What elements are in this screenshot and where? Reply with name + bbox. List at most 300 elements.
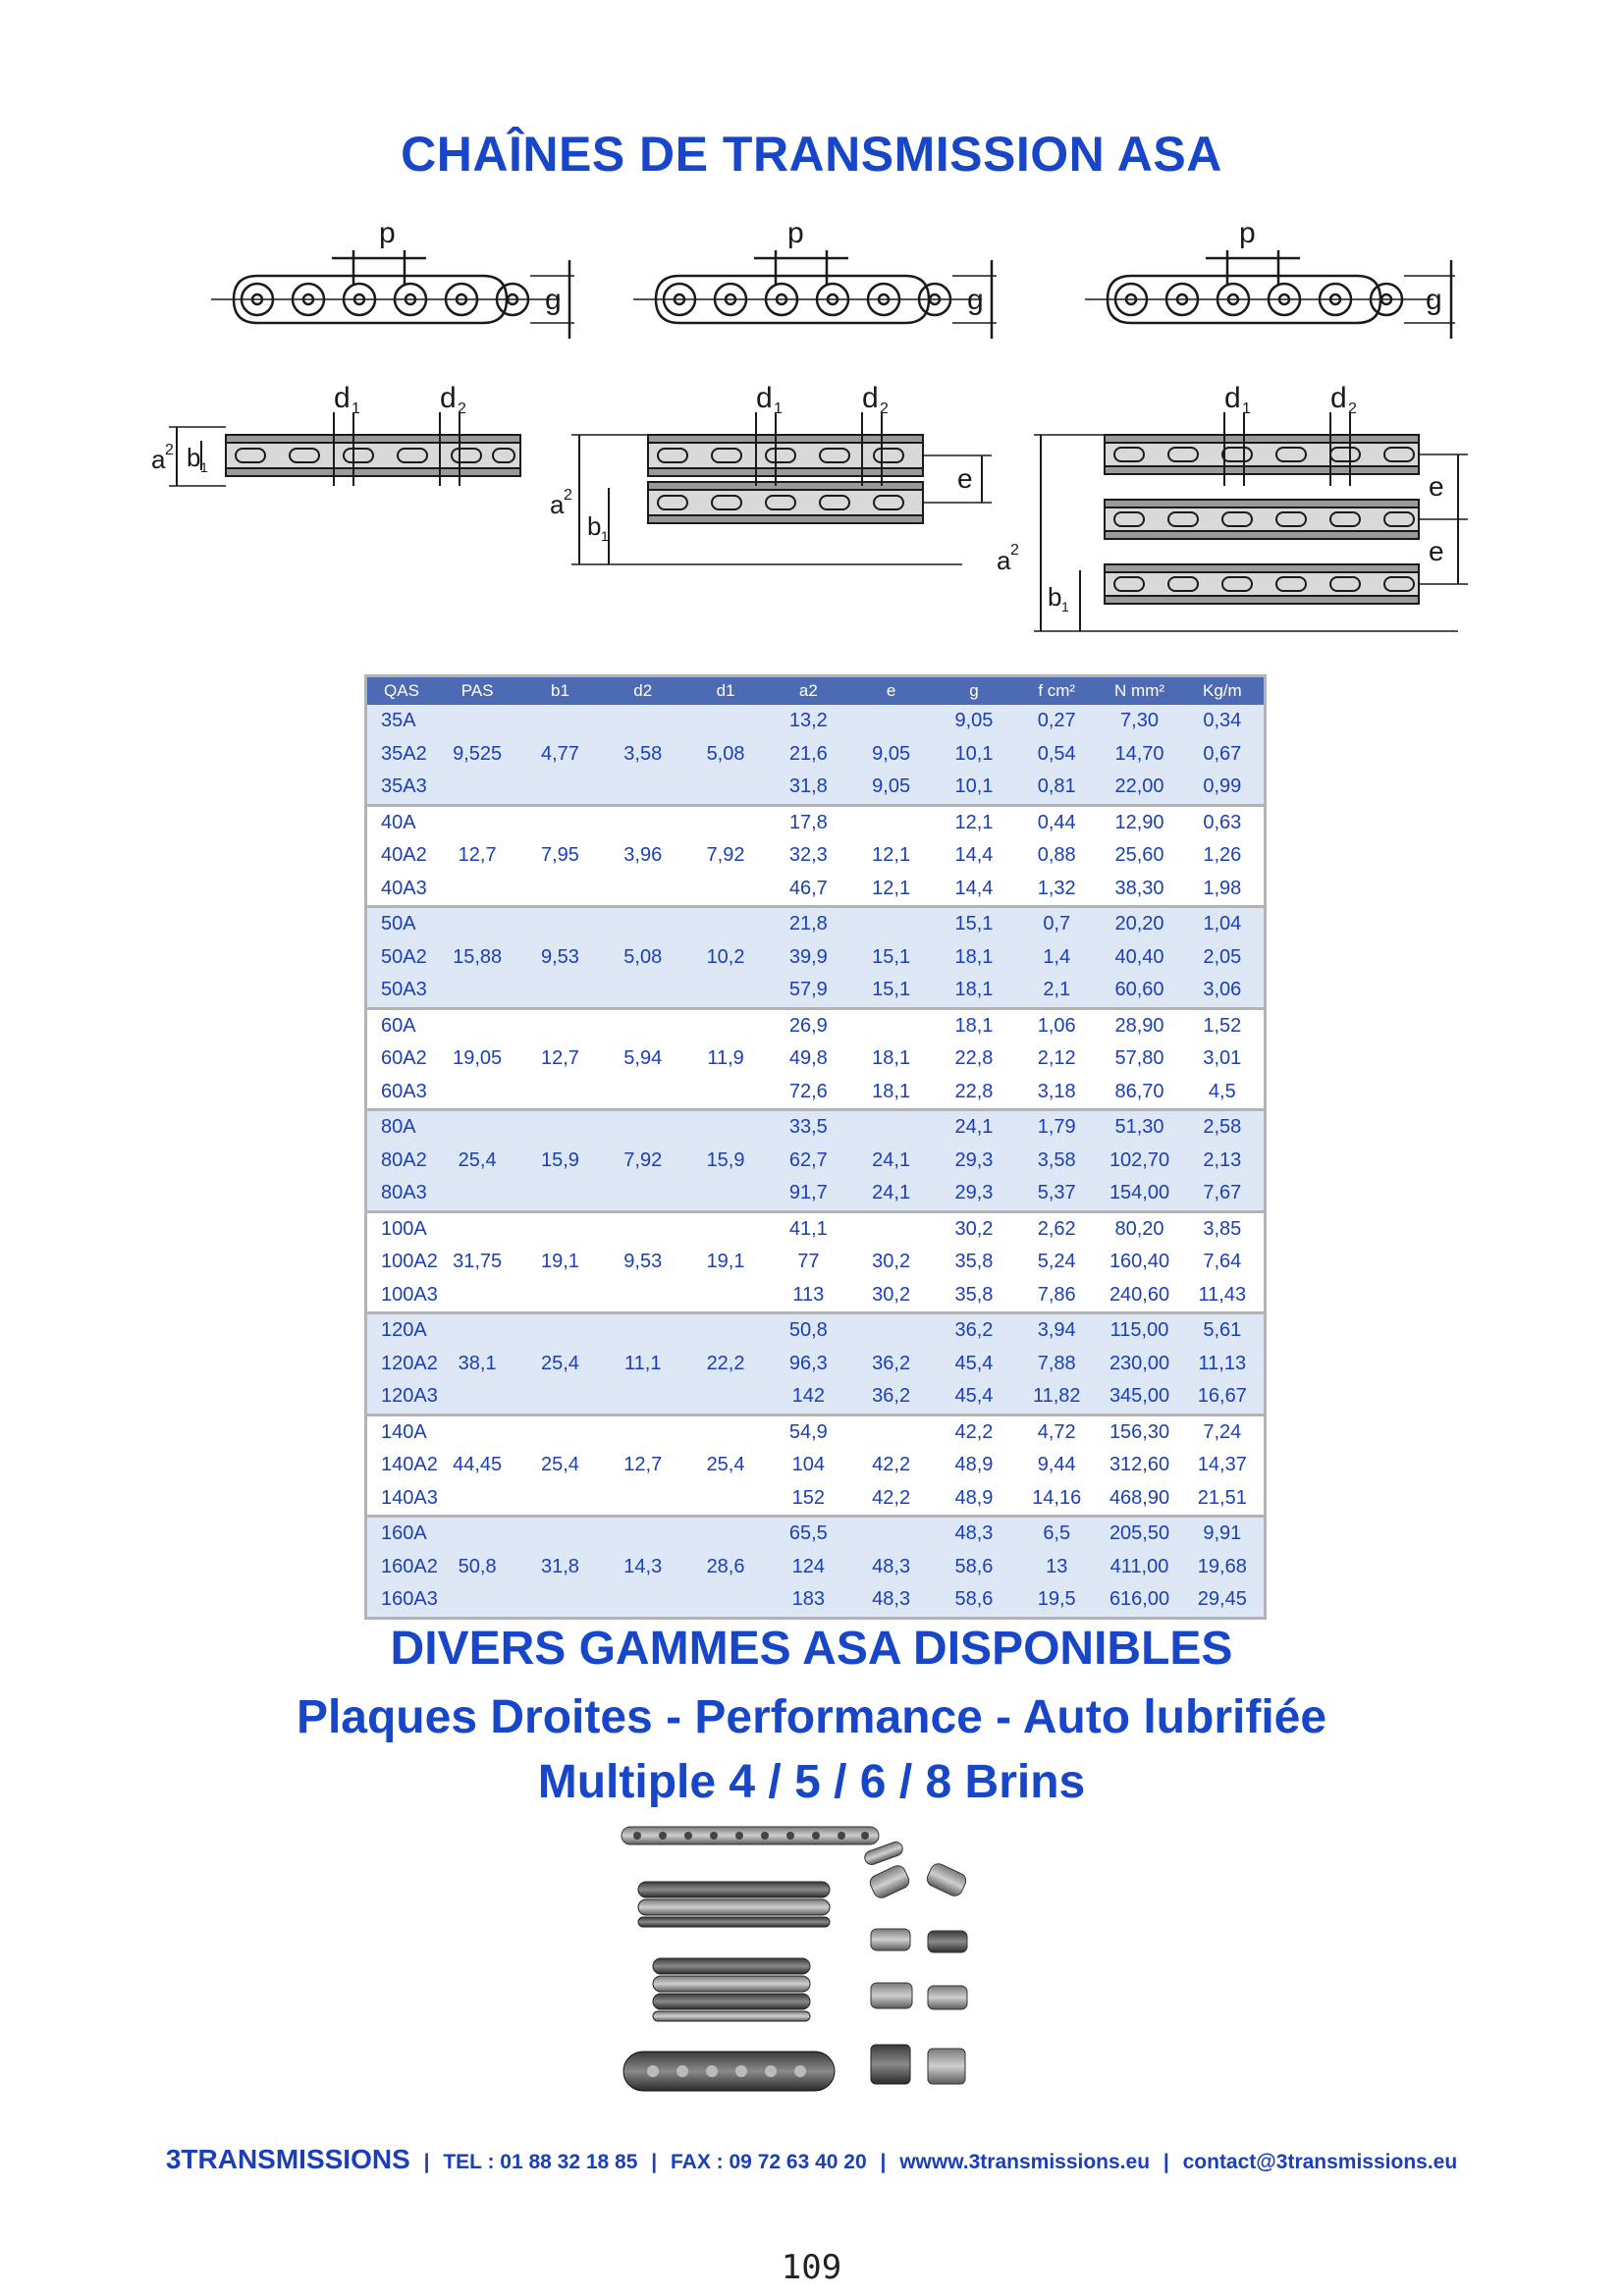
footer-separator: | xyxy=(651,2151,658,2173)
cell-qas: 80A2 xyxy=(367,1145,436,1178)
svg-text:a: a xyxy=(550,490,565,519)
table-cell xyxy=(684,1380,767,1415)
header-cell: f cm² xyxy=(1015,677,1098,705)
table-cell xyxy=(602,1211,684,1246)
cell-qas: 120A3 xyxy=(367,1380,436,1415)
table-row xyxy=(367,839,1264,873)
table-cell xyxy=(684,805,767,839)
table-cell: 46,7 xyxy=(767,873,849,907)
table-cell: 3,58 xyxy=(602,738,684,772)
table-cell xyxy=(849,805,932,839)
table-cell: 468,90 xyxy=(1098,1482,1180,1517)
footer-email-link[interactable]: contact@3transmissions.eu xyxy=(1182,2151,1458,2173)
table-cell xyxy=(518,1517,601,1551)
table-cell: 17,8 xyxy=(767,805,849,839)
table-row xyxy=(367,1211,1264,1246)
table-cell: 18,1 xyxy=(933,974,1015,1008)
table-cell: 15,9 xyxy=(518,1145,601,1178)
table-cell: 15,1 xyxy=(933,907,1015,941)
table-cell xyxy=(518,1583,601,1617)
table-row xyxy=(367,1449,1264,1482)
cell-qas: 160A xyxy=(367,1517,436,1551)
svg-text:1: 1 xyxy=(200,459,208,475)
table-cell: 1,79 xyxy=(1015,1110,1098,1145)
cell-qas: 140A xyxy=(367,1415,436,1449)
table-cell: 9,525 xyxy=(436,738,518,772)
table-cell: 19,1 xyxy=(518,1246,601,1279)
table-cell: 11,82 xyxy=(1015,1380,1098,1415)
chain-top-view-simplex xyxy=(147,378,560,525)
table-cell: 2,1 xyxy=(1015,974,1098,1008)
table-cell: 3,18 xyxy=(1015,1076,1098,1110)
table-cell xyxy=(849,1110,932,1145)
table-cell: 12,7 xyxy=(436,839,518,873)
table-cell: 115,00 xyxy=(1098,1313,1180,1348)
table-cell: 25,60 xyxy=(1098,839,1180,873)
table-cell: 57,80 xyxy=(1098,1042,1180,1076)
page-number: 109 xyxy=(781,2248,842,2287)
table-cell: 18,1 xyxy=(933,941,1015,975)
header-cell: e xyxy=(849,677,932,705)
table-cell: 10,2 xyxy=(684,941,767,975)
footer-brand: 3TRANSMISSIONS xyxy=(165,2144,410,2174)
table-cell: 26,9 xyxy=(767,1008,849,1042)
header-cell: Kg/m xyxy=(1181,677,1264,705)
table-cell: 22,8 xyxy=(933,1042,1015,1076)
svg-text:p: p xyxy=(787,217,804,249)
table-cell xyxy=(436,1211,518,1246)
table-cell xyxy=(518,1482,601,1517)
table-cell: 152 xyxy=(767,1482,849,1517)
table-cell: 205,50 xyxy=(1098,1517,1180,1551)
header-cell: b1 xyxy=(518,677,601,705)
footer-contact xyxy=(0,2144,1623,2175)
cell-qas: 35A3 xyxy=(367,771,436,805)
table-cell xyxy=(602,805,684,839)
table-cell: 7,95 xyxy=(518,839,601,873)
svg-text:d: d xyxy=(334,382,351,414)
table-row xyxy=(367,1246,1264,1279)
table-cell: 1,06 xyxy=(1015,1008,1098,1042)
table-cell: 0,27 xyxy=(1015,705,1098,738)
svg-text:e: e xyxy=(957,463,973,494)
svg-text:2: 2 xyxy=(165,442,174,458)
svg-text:d: d xyxy=(1224,382,1241,414)
table-cell: 72,6 xyxy=(767,1076,849,1110)
spec-table-container xyxy=(364,674,1267,1620)
table-cell xyxy=(602,1279,684,1313)
table-cell: 9,05 xyxy=(849,771,932,805)
table-cell: 1,98 xyxy=(1181,873,1264,907)
table-cell: 51,30 xyxy=(1098,1110,1180,1145)
table-cell: 96,3 xyxy=(767,1348,849,1381)
table-cell: 38,30 xyxy=(1098,873,1180,907)
table-cell xyxy=(849,1415,932,1449)
table-cell: 15,9 xyxy=(684,1145,767,1178)
table-row xyxy=(367,805,1264,839)
table-cell: 1,52 xyxy=(1181,1008,1264,1042)
svg-text:d: d xyxy=(862,382,879,414)
table-cell xyxy=(436,805,518,839)
table-cell: 2,05 xyxy=(1181,941,1264,975)
table-cell: 54,9 xyxy=(767,1415,849,1449)
table-cell: 7,88 xyxy=(1015,1348,1098,1381)
table-cell: 29,3 xyxy=(933,1145,1015,1178)
table-cell: 7,24 xyxy=(1181,1415,1264,1449)
table-row xyxy=(367,1380,1264,1415)
table-cell xyxy=(684,1482,767,1517)
table-cell: 48,9 xyxy=(933,1449,1015,1482)
table-cell: 5,08 xyxy=(602,941,684,975)
subtitle-range: DIVERS GAMMES ASA DISPONIBLES xyxy=(390,1623,1233,1675)
table-cell: 10,1 xyxy=(933,771,1015,805)
table-cell: 0,88 xyxy=(1015,839,1098,873)
table-cell: 21,51 xyxy=(1181,1482,1264,1517)
table-cell: 25,4 xyxy=(518,1348,601,1381)
table-cell: 49,8 xyxy=(767,1042,849,1076)
table-cell: 48,3 xyxy=(849,1583,932,1617)
table-cell: 22,2 xyxy=(684,1348,767,1381)
table-row-group xyxy=(367,1110,1264,1212)
table-cell: 345,00 xyxy=(1098,1380,1180,1415)
table-cell: 5,08 xyxy=(684,738,767,772)
table-cell xyxy=(684,873,767,907)
table-cell xyxy=(436,1177,518,1211)
table-cell: 9,05 xyxy=(933,705,1015,738)
table-row xyxy=(367,1313,1264,1348)
svg-text:g: g xyxy=(967,284,984,316)
table-cell: 31,75 xyxy=(436,1246,518,1279)
table-cell: 48,3 xyxy=(849,1551,932,1584)
table-cell: 19,5 xyxy=(1015,1583,1098,1617)
table-cell: 1,32 xyxy=(1015,873,1098,907)
table-cell xyxy=(602,1380,684,1415)
cell-qas: 80A xyxy=(367,1110,436,1145)
table-row xyxy=(367,1145,1264,1178)
table-cell: 7,92 xyxy=(602,1145,684,1178)
chain-top-view-duplex xyxy=(550,378,1011,574)
chain-side-view-triplex xyxy=(1080,211,1473,348)
table-cell: 14,3 xyxy=(602,1551,684,1584)
table-cell: 32,3 xyxy=(767,839,849,873)
table-cell xyxy=(684,1008,767,1042)
table-cell: 45,4 xyxy=(933,1348,1015,1381)
table-cell: 0,63 xyxy=(1181,805,1264,839)
table-cell: 9,53 xyxy=(602,1246,684,1279)
table-row xyxy=(367,907,1264,941)
chain-top-view-triplex xyxy=(997,378,1488,643)
table-row xyxy=(367,873,1264,907)
table-cell xyxy=(518,1110,601,1145)
table-cell: 230,00 xyxy=(1098,1348,1180,1381)
table-cell: 11,9 xyxy=(684,1042,767,1076)
svg-text:2: 2 xyxy=(564,487,572,504)
table-cell xyxy=(684,771,767,805)
table-cell: 38,1 xyxy=(436,1348,518,1381)
table-cell xyxy=(602,1008,684,1042)
cell-qas: 140A3 xyxy=(367,1482,436,1517)
table-cell: 86,70 xyxy=(1098,1076,1180,1110)
table-cell xyxy=(684,1517,767,1551)
table-cell xyxy=(436,1110,518,1145)
table-cell: 3,96 xyxy=(602,839,684,873)
cell-qas: 35A2 xyxy=(367,738,436,772)
table-cell xyxy=(436,1583,518,1617)
table-cell: 11,1 xyxy=(602,1348,684,1381)
table-cell xyxy=(684,1110,767,1145)
table-cell: 31,8 xyxy=(767,771,849,805)
table-cell: 24,1 xyxy=(933,1110,1015,1145)
subtitle-multiple: Multiple 4 / 5 / 6 / 8 Brins xyxy=(537,1756,1086,1808)
table-row xyxy=(367,1415,1264,1449)
table-cell: 13 xyxy=(1015,1551,1098,1584)
table-cell: 28,6 xyxy=(684,1551,767,1584)
table-cell: 25,4 xyxy=(518,1449,601,1482)
svg-text:1: 1 xyxy=(352,400,360,417)
footer-separator: | xyxy=(880,2151,887,2173)
cell-qas: 80A3 xyxy=(367,1177,436,1211)
table-cell xyxy=(684,705,767,738)
table-cell xyxy=(684,1211,767,1246)
table-cell: 12,1 xyxy=(849,839,932,873)
cell-qas: 60A3 xyxy=(367,1076,436,1110)
table-cell: 7,92 xyxy=(684,839,767,873)
cell-qas: 160A3 xyxy=(367,1583,436,1617)
subtitle-types: Plaques Droites - Performance - Auto lubrifiée xyxy=(296,1691,1327,1743)
footer-separator: | xyxy=(1163,2151,1169,2173)
table-row xyxy=(367,1042,1264,1076)
table-cell: 30,2 xyxy=(849,1279,932,1313)
table-row xyxy=(367,1348,1264,1381)
table-cell: 7,86 xyxy=(1015,1279,1098,1313)
footer-tel: TEL : 01 88 32 18 85 xyxy=(443,2151,638,2173)
table-cell xyxy=(684,974,767,1008)
table-cell: 7,64 xyxy=(1181,1246,1264,1279)
table-row xyxy=(367,1076,1264,1110)
table-cell xyxy=(684,907,767,941)
table-cell: 16,67 xyxy=(1181,1380,1264,1415)
table-cell: 45,4 xyxy=(933,1380,1015,1415)
table-cell: 7,30 xyxy=(1098,705,1180,738)
cell-qas: 60A2 xyxy=(367,1042,436,1076)
table-cell xyxy=(849,705,932,738)
table-cell xyxy=(518,974,601,1008)
table-cell xyxy=(518,705,601,738)
table-cell xyxy=(602,1415,684,1449)
table-cell: 12,7 xyxy=(602,1449,684,1482)
svg-text:a: a xyxy=(997,546,1011,575)
table-cell: 6,5 xyxy=(1015,1517,1098,1551)
table-cell xyxy=(518,1211,601,1246)
table-cell: 35,8 xyxy=(933,1246,1015,1279)
table-cell: 35,8 xyxy=(933,1279,1015,1313)
header-cell: g xyxy=(933,677,1015,705)
table-cell: 5,94 xyxy=(602,1042,684,1076)
svg-text:1: 1 xyxy=(1061,599,1069,614)
table-row xyxy=(367,1517,1264,1551)
table-cell: 29,45 xyxy=(1181,1583,1264,1617)
table-cell xyxy=(684,1583,767,1617)
table-cell xyxy=(518,1177,601,1211)
svg-text:b: b xyxy=(1048,582,1062,612)
table-cell xyxy=(602,1313,684,1348)
table-cell: 0,44 xyxy=(1015,805,1098,839)
table-cell: 36,2 xyxy=(849,1348,932,1381)
table-cell xyxy=(436,974,518,1008)
table-cell: 0,67 xyxy=(1181,738,1264,772)
table-cell: 11,43 xyxy=(1181,1279,1264,1313)
g-label: g xyxy=(545,284,562,316)
table-cell: 3,06 xyxy=(1181,974,1264,1008)
table-cell: 65,5 xyxy=(767,1517,849,1551)
table-cell: 50,8 xyxy=(436,1551,518,1584)
table-cell: 39,9 xyxy=(767,941,849,975)
table-cell: 22,8 xyxy=(933,1076,1015,1110)
table-cell: 102,70 xyxy=(1098,1145,1180,1178)
table-cell xyxy=(602,873,684,907)
table-cell: 9,44 xyxy=(1015,1449,1098,1482)
chain-products-illustration xyxy=(614,1821,1006,2106)
table-cell xyxy=(436,1008,518,1042)
svg-text:d: d xyxy=(756,382,773,414)
table-cell: 36,2 xyxy=(933,1313,1015,1348)
table-cell: 42,2 xyxy=(933,1415,1015,1449)
table-cell: 30,2 xyxy=(933,1211,1015,1246)
table-cell xyxy=(518,771,601,805)
table-cell: 21,6 xyxy=(767,738,849,772)
table-cell xyxy=(602,1076,684,1110)
table-cell xyxy=(684,1415,767,1449)
table-cell: 19,68 xyxy=(1181,1551,1264,1584)
table-cell xyxy=(849,907,932,941)
table-row-group xyxy=(367,907,1264,1009)
table-row xyxy=(367,1583,1264,1617)
table-cell: 14,37 xyxy=(1181,1449,1264,1482)
table-cell: 30,2 xyxy=(849,1246,932,1279)
table-cell: 1,26 xyxy=(1181,839,1264,873)
table-cell: 44,45 xyxy=(436,1449,518,1482)
table-cell: 312,60 xyxy=(1098,1449,1180,1482)
table-cell xyxy=(436,1313,518,1348)
table-cell: 5,24 xyxy=(1015,1246,1098,1279)
svg-text:1: 1 xyxy=(774,400,783,417)
table-cell xyxy=(436,873,518,907)
table-cell: 7,67 xyxy=(1181,1177,1264,1211)
table-cell xyxy=(436,907,518,941)
table-cell: 1,04 xyxy=(1181,907,1264,941)
table-cell: 14,16 xyxy=(1015,1482,1098,1517)
table-cell: 154,00 xyxy=(1098,1177,1180,1211)
table-cell: 240,60 xyxy=(1098,1279,1180,1313)
table-cell xyxy=(436,1076,518,1110)
svg-text:b: b xyxy=(587,511,602,541)
table-cell: 0,54 xyxy=(1015,738,1098,772)
table-cell xyxy=(436,1482,518,1517)
table-cell: 3,58 xyxy=(1015,1145,1098,1178)
table-cell xyxy=(436,1380,518,1415)
table-cell xyxy=(518,1380,601,1415)
footer-website-link[interactable]: wwww.3transmissions.eu xyxy=(899,2151,1151,2173)
chain-side-view-duplex xyxy=(628,211,1011,348)
table-cell: 58,6 xyxy=(933,1551,1015,1584)
table-cell: 19,1 xyxy=(684,1246,767,1279)
svg-text:b: b xyxy=(187,443,201,472)
table-row-group xyxy=(367,1211,1264,1313)
table-cell: 1,4 xyxy=(1015,941,1098,975)
svg-text:a: a xyxy=(151,445,166,474)
table-cell xyxy=(849,1211,932,1246)
table-cell: 0,99 xyxy=(1181,771,1264,805)
table-cell: 18,1 xyxy=(933,1008,1015,1042)
table-cell xyxy=(684,1177,767,1211)
cell-qas: 120A2 xyxy=(367,1348,436,1381)
table-row xyxy=(367,738,1264,772)
chain-top-view-simplex-svg xyxy=(147,378,560,525)
table-cell: 60,60 xyxy=(1098,974,1180,1008)
table-cell: 616,00 xyxy=(1098,1583,1180,1617)
table-cell: 2,58 xyxy=(1181,1110,1264,1145)
table-row xyxy=(367,1551,1264,1584)
table-cell: 3,94 xyxy=(1015,1313,1098,1348)
table-cell: 19,05 xyxy=(436,1042,518,1076)
footer-fax: FAX : 09 72 63 40 20 xyxy=(671,2151,867,2173)
table-cell xyxy=(436,705,518,738)
table-cell: 160,40 xyxy=(1098,1246,1180,1279)
svg-text:2: 2 xyxy=(1010,542,1019,559)
table-cell xyxy=(436,1279,518,1313)
table-cell: 62,7 xyxy=(767,1145,849,1178)
table-cell xyxy=(602,1583,684,1617)
header-cell: PAS xyxy=(436,677,518,705)
table-cell: 15,1 xyxy=(849,974,932,1008)
table-cell: 33,5 xyxy=(767,1110,849,1145)
table-cell: 2,12 xyxy=(1015,1042,1098,1076)
table-cell xyxy=(518,1008,601,1042)
svg-text:e: e xyxy=(1429,471,1444,502)
table-cell: 0,34 xyxy=(1181,705,1264,738)
table-cell: 77 xyxy=(767,1246,849,1279)
table-cell: 20,20 xyxy=(1098,907,1180,941)
table-cell: 57,9 xyxy=(767,974,849,1008)
table-cell: 12,1 xyxy=(933,805,1015,839)
chain-products-photo xyxy=(614,1821,1006,2106)
table-cell: 25,4 xyxy=(436,1145,518,1178)
table-cell xyxy=(602,705,684,738)
chain-side-view-duplex-svg xyxy=(628,211,1011,348)
table-cell: 42,2 xyxy=(849,1482,932,1517)
table-cell xyxy=(436,1415,518,1449)
table-cell: 2,13 xyxy=(1181,1145,1264,1178)
table-cell xyxy=(602,1110,684,1145)
table-cell: 36,2 xyxy=(849,1380,932,1415)
table-cell: 48,3 xyxy=(933,1517,1015,1551)
cell-qas: 140A2 xyxy=(367,1449,436,1482)
table-row-group xyxy=(367,705,1264,805)
table-header-row xyxy=(367,677,1264,705)
header-cell: d2 xyxy=(602,677,684,705)
cell-qas: 50A3 xyxy=(367,974,436,1008)
svg-text:2: 2 xyxy=(880,400,889,417)
cell-qas: 60A xyxy=(367,1008,436,1042)
table-cell: 24,1 xyxy=(849,1145,932,1178)
table-cell: 4,5 xyxy=(1181,1076,1264,1110)
svg-text:1: 1 xyxy=(1242,400,1251,417)
table-cell: 2,62 xyxy=(1015,1211,1098,1246)
table-cell xyxy=(602,1482,684,1517)
table-row-group xyxy=(367,1313,1264,1415)
cell-qas: 35A xyxy=(367,705,436,738)
table-cell: 18,1 xyxy=(849,1076,932,1110)
